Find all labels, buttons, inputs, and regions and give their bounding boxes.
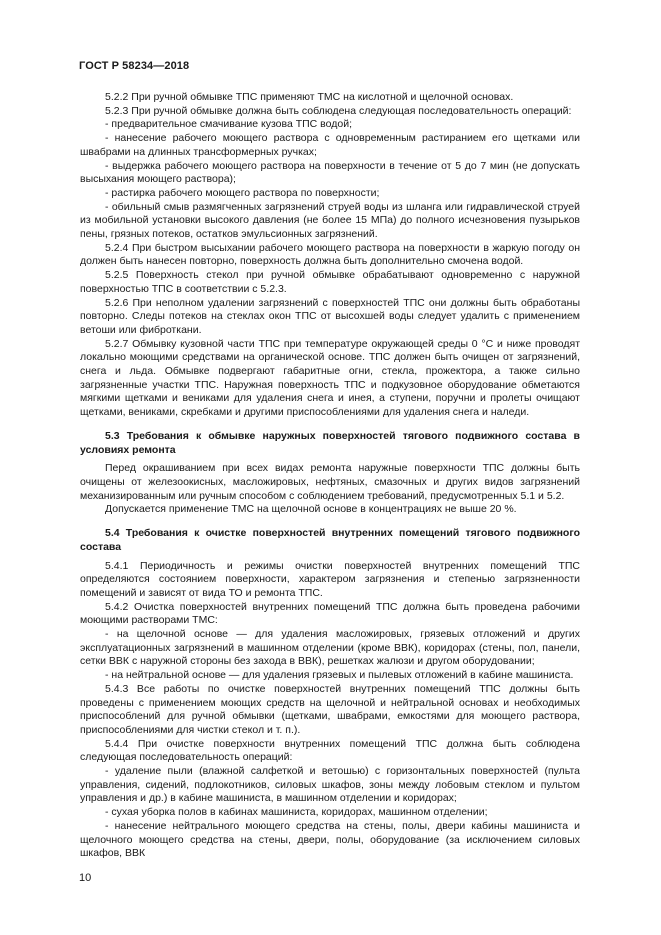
section-heading: 5.3 Требования к обмывке наружных поверхностей тягового подвижного состава в условиях ремонта [80, 429, 580, 456]
paragraph: 5.2.4 При быстром высыхании рабочего моющего раствора на поверхности в жаркую погоду он должен быть нанесен повторно, поверхность должна быть дополнительно смочена водой. [80, 241, 580, 268]
list-item: - на щелочной основе — для удаления масложировых, грязевых отложений и других эксплуатационных загрязнений в машинном отделении (кроме ВВК), коридорах (стены, пол, панели, сетки ВВК с наружной стороны без захода в ВВК), решетках жалюзи и другом оборудовании; [80, 628, 580, 668]
paragraph: 5.2.3 При ручной обмывке должна быть соблюдена следующая последовательность операций: [105, 104, 572, 117]
paragraph: 5.4.1 Периодичность и режимы очистки поверхностей внутренних помещений ТПС определяются состоянием поверхности, характером загрязнения и степенью загрязненности помещений и зависят от вида ТО и ремонта ТПС. [80, 559, 580, 599]
paragraph: 5.4.3 Все работы по очистке поверхностей внутренних помещений ТПС должны быть проведены с применением моющих средств на щелочной и нейтральной основах и необходимых приспособлений для ручной обмывки (щетками, швабрами, емкостями для моющего раствора, приспособлениями для чистки стекол и т. п.). [80, 682, 580, 736]
paragraph: 5.2.6 При неполном удалении загрязнений с поверхностей ТПС они должны быть обработаны повторно. Следы потеков на стеклах окон ТПС от высохшей воды следует удалить с применением ветоши или фиброткани. [80, 296, 580, 336]
paragraph: 5.2.2 При ручной обмывке ТПС применяют ТМС на кислотной и щелочной основах. [105, 91, 514, 103]
list-item: - обильный смыв размягченных загрязнений струей воды из шланга или гидравлической струей из мобильной установки высокого давления (не более 15 МПа) до полного исчезновения пузырьков пены, грязных потеков, остатков эмульсионных загрязнений. [80, 200, 580, 241]
paragraph: 5.2.5 Поверхность стекол при ручной обмывке обрабатывают одновременно с наружной поверхностью ТПС в соответствии с 5.2.3. [80, 269, 580, 295]
paragraph: Допускается применение ТМС на щелочной основе в концентрациях не выше 20 %. [105, 503, 517, 516]
list-item: - предварительное смачивание кузова ТПС водой; [105, 118, 352, 131]
list-item: - нанесение рабочего моющего раствора с одновременным растиранием его щетками или швабрами на длинных трансформерных ручках; [80, 132, 580, 158]
paragraph: 5.2.7 Обмывку кузовной части ТПС при температуре окружающей среды 0 °С и ниже проводят локально моющими средствами на органической основе. ТПС должен быть очищен от загрязнений, снега и льда. Обмывке подвергают габаритные огни, стекла, прожектора, а также сильно загрязненные участки ТПС. Наружная поверхность ТПС и подкузовное оборудование обметаются мягкими щетками и вениками для удаления снега и инея, а ступени, поручни и пролеты очищают щетками, вениками, скребками и другими приспособлениями для удаления снега и наледи. [80, 337, 580, 419]
list-item: - выдержка рабочего моющего раствора на поверхности в течение от 5 до 7 мин (не допускать высыхания моющего раствора); [80, 159, 580, 186]
document-header: ГОСТ Р 58234—2018 [79, 60, 190, 72]
paragraph: 5.4.2 Очистка поверхностей внутренних помещений ТПС должна быть проведена рабочими моющими растворами ТМС: [80, 600, 580, 627]
page-number: 10 [79, 872, 92, 884]
list-item: - сухая уборка полов в кабинах машиниста, коридорах, машинном отделении; [105, 806, 488, 819]
document-body [80, 91, 580, 861]
list-item: - на нейтральной основе — для удаления грязевых и пылевых отложений в кабине машиниста. [105, 669, 574, 682]
paragraph: 5.4.4 При очистке поверхности внутренних помещений ТПС должна быть соблюдена следующая последовательность операций: [80, 737, 580, 764]
list-item: - нанесение нейтрального моющего средства на стены, полы, двери кабины машиниста и щелочного моющего средства на стены, двери, полы, оборудование (за исключением силовых шкафов, ВВК [80, 819, 580, 860]
list-item: - удаление пыли (влажной салфеткой и ветошью) с горизонтальных поверхностей (пульта управления, сидений, подлокотников, силовых шкафов, зоны между лобовым стеклом и пультом управления и др.) в кабине машиниста, в машинном отделении и коридорах; [80, 765, 580, 805]
paragraph: Перед окрашиванием при всех видах ремонта наружные поверхности ТПС должны быть очищены от железоокисных, масложировых, нефтяных, смазочных и других видов загрязнений механизированным или ручным способом с соблюдением требований, предусмотренных 5.1 и 5.2. [80, 462, 580, 502]
list-item: - растирка рабочего моющего раствора по поверхности; [105, 186, 380, 199]
section-heading: 5.4 Требования к очистке поверхностей внутренних помещений тягового подвижного состава [80, 527, 580, 553]
